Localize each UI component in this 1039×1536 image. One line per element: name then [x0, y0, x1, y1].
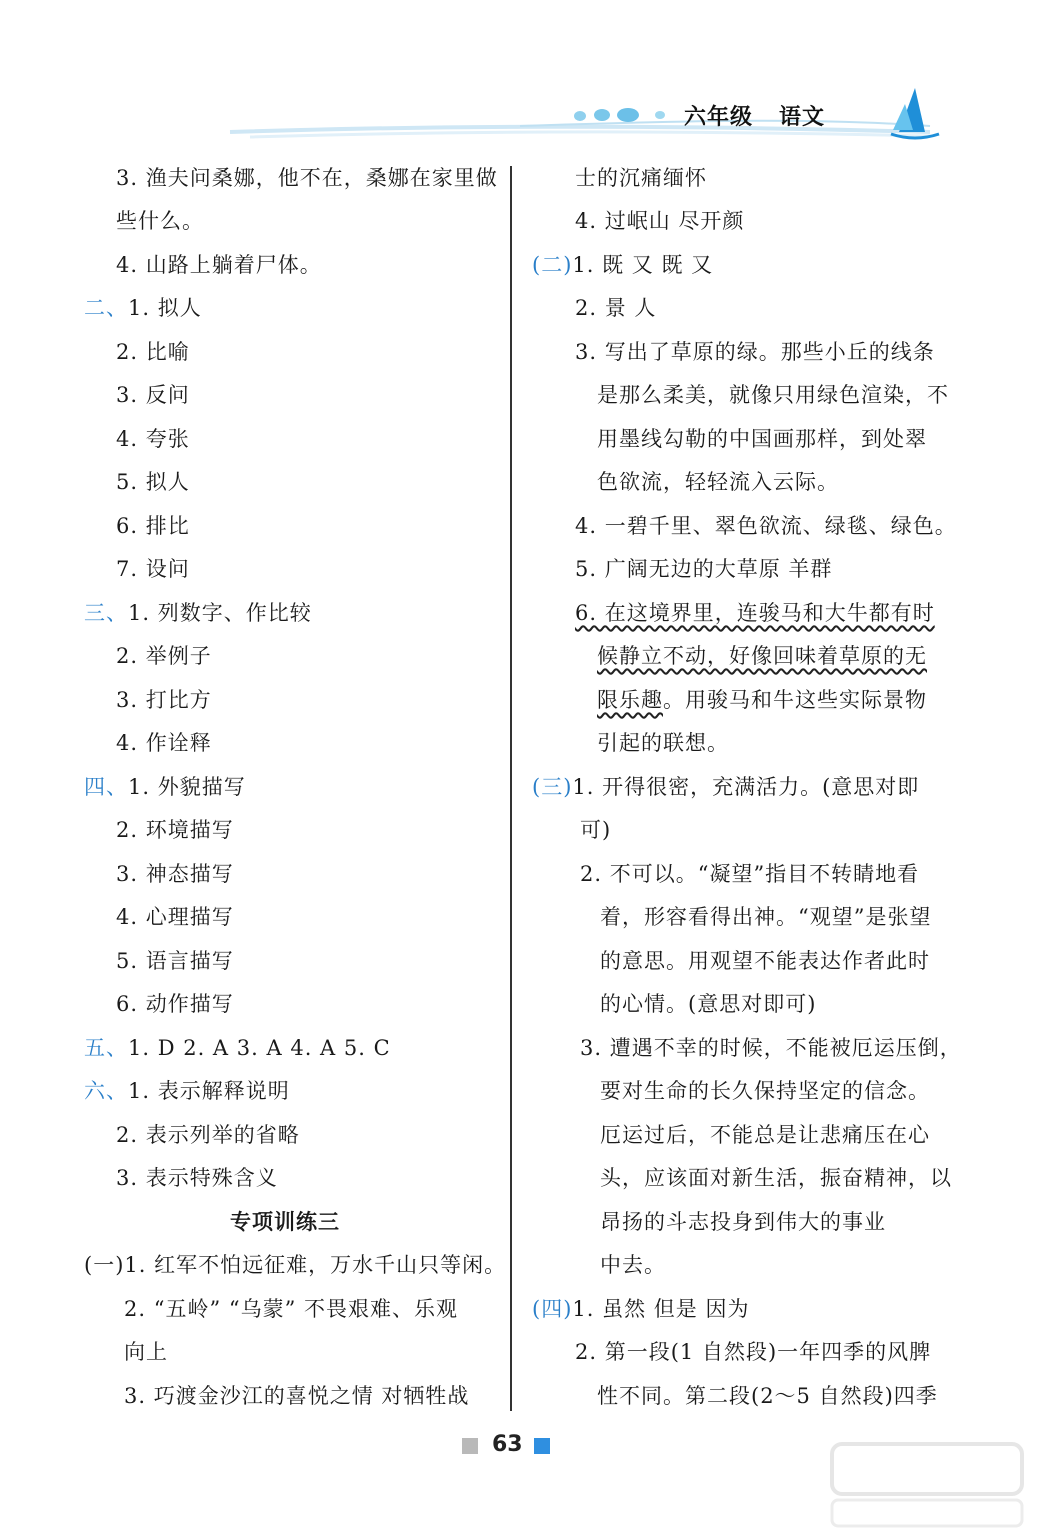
answer-line: 四、1. 外貌描写 [84, 775, 246, 799]
header-title [684, 100, 851, 131]
header-grade: 六年级 [684, 105, 754, 130]
answer-line: (二)1. 既 又 既 又 [532, 253, 714, 277]
answer-line: 3. 反问 [116, 383, 190, 407]
answer-line: 2. 环境描写 [116, 818, 234, 842]
section-number: 六、 [84, 1079, 128, 1103]
answer-line: 着，形容看得出神。“观望”是张望 [600, 905, 932, 929]
answer-line: 限乐趣。用骏马和牛这些实际景物 [597, 688, 927, 712]
answer-line: 2. “五岭” “乌蒙” 不畏艰难、乐观 [124, 1297, 459, 1321]
section-number: 二、 [84, 296, 128, 320]
answer-line: 2. 第一段(1 自然段)一年四季的风脾 [575, 1340, 932, 1364]
answer-line: 7. 设问 [116, 557, 190, 581]
underlined-text: 候静立不动，好像回味着草原的无 [597, 644, 927, 668]
section-number: (一) [84, 1253, 125, 1277]
answer-line: 4. 山路上躺着尸体。 [116, 253, 322, 277]
answer-line: 三、1. 列数字、作比较 [84, 601, 312, 625]
answer-line: 3. 渔夫问桑娜，他不在，桑娜在家里做 [116, 166, 498, 190]
answer-line: 的意思。用观望不能表达作者此时 [600, 949, 930, 973]
answer-line: 2. 不可以。“凝望”指目不转睛地看 [580, 862, 920, 886]
answer-line: 是那么柔美，就像只用绿色渲染，不 [597, 383, 949, 407]
answer-line: 5. 广阔无边的大草原 羊群 [575, 557, 833, 581]
answer-line: 昂扬的斗志投身到伟大的事业 [600, 1210, 886, 1234]
answer-line: 要对生命的长久保持坚定的信念。 [600, 1079, 930, 1103]
answer-line: 4. 过岷山 尽开颜 [575, 209, 745, 233]
answer-line: 3. 巧渡金沙江的喜悦之情 对牺牲战 [124, 1384, 470, 1408]
answer-line: 6. 排比 [116, 514, 190, 538]
answer-line: 二、1. 拟人 [84, 296, 202, 320]
answer-line: 向上 [124, 1340, 168, 1364]
answer-line: 3. 遭遇不幸的时候，不能被厄运压倒， [580, 1036, 962, 1060]
header-wave-decoration [0, 0, 1039, 150]
answer-line: (一)1. 红军不怕远征难，万水千山只等闲。 [84, 1253, 507, 1277]
underlined-text: 限乐趣 [597, 688, 663, 712]
watermark-logo [822, 1440, 1032, 1532]
page-number: 63 [492, 1432, 523, 1457]
section-number: (四) [532, 1297, 573, 1321]
answer-line: 2. 景 人 [575, 296, 657, 320]
answer-line: 3. 打比方 [116, 688, 212, 712]
answer-line: 用墨线勾勒的中国画那样，到处翠 [597, 427, 927, 451]
answer-line: 6. 动作描写 [116, 992, 234, 1016]
answer-line: 3. 写出了草原的绿。那些小丘的线条 [575, 340, 935, 364]
section-heading: 专项训练三 [230, 1209, 340, 1234]
answer-line: 2. 比喻 [116, 340, 190, 364]
answer-line: 厄运过后，不能总是让悲痛压在心 [600, 1123, 930, 1147]
answer-line: 六、1. 表示解释说明 [84, 1079, 290, 1103]
answer-line: (四)1. 虽然 但是 因为 [532, 1297, 750, 1321]
blue-square-icon [534, 1438, 550, 1454]
answer-line [575, 598, 935, 628]
answer-line: 些什么。 [116, 209, 204, 233]
answer-line [597, 641, 927, 671]
section-number: (二) [532, 253, 573, 277]
underlined-text: 6. 在这境界里，连骏马和大牛都有时 [575, 601, 935, 625]
answer-line: 4. 心理描写 [116, 905, 234, 929]
sail-logo-icon [885, 84, 945, 144]
answer-line: 3. 神态描写 [116, 862, 234, 886]
section-number: 五、 [84, 1036, 128, 1060]
answer-line: 的心情。(意思对即可) [600, 992, 817, 1016]
answer-line: 性不同。第二段(2～5 自然段)四季 [597, 1384, 938, 1408]
section-number: 三、 [84, 601, 128, 625]
answer-line: 色欲流，轻轻流入云际。 [597, 470, 839, 494]
answer-line: (三)1. 开得很密，充满活力。(意思对即 [532, 775, 920, 799]
answer-line: 士的沉痛缅怀 [575, 166, 707, 190]
answer-line: 3. 表示特殊含义 [116, 1166, 278, 1190]
answer-line: 2. 表示列举的省略 [116, 1123, 300, 1147]
answer-line: 中去。 [600, 1253, 666, 1277]
answer-line: 5. 语言描写 [116, 949, 234, 973]
answer-line: 可) [580, 818, 612, 842]
answer-line: 2. 举例子 [116, 644, 212, 668]
column-divider [510, 166, 512, 1411]
section-number: (三) [532, 775, 573, 799]
answer-line: 5. 拟人 [116, 470, 190, 494]
answer-line: 4. 夸张 [116, 427, 190, 451]
answer-line: 头，应该面对新生活，振奋精神，以 [600, 1166, 952, 1190]
header-subject: 语文 [779, 105, 826, 130]
section-number: 四、 [84, 775, 128, 799]
answer-line: 引起的联想。 [597, 731, 729, 755]
gray-square-icon [462, 1438, 478, 1454]
page-header [0, 0, 1039, 150]
answer-line: 4. 作诠释 [116, 731, 212, 755]
answer-line: 4. 一碧千里、翠色欲流、绿毯、绿色。 [575, 514, 957, 538]
answer-line: 五、1. D 2. A 3. A 4. A 5. C [84, 1036, 391, 1060]
